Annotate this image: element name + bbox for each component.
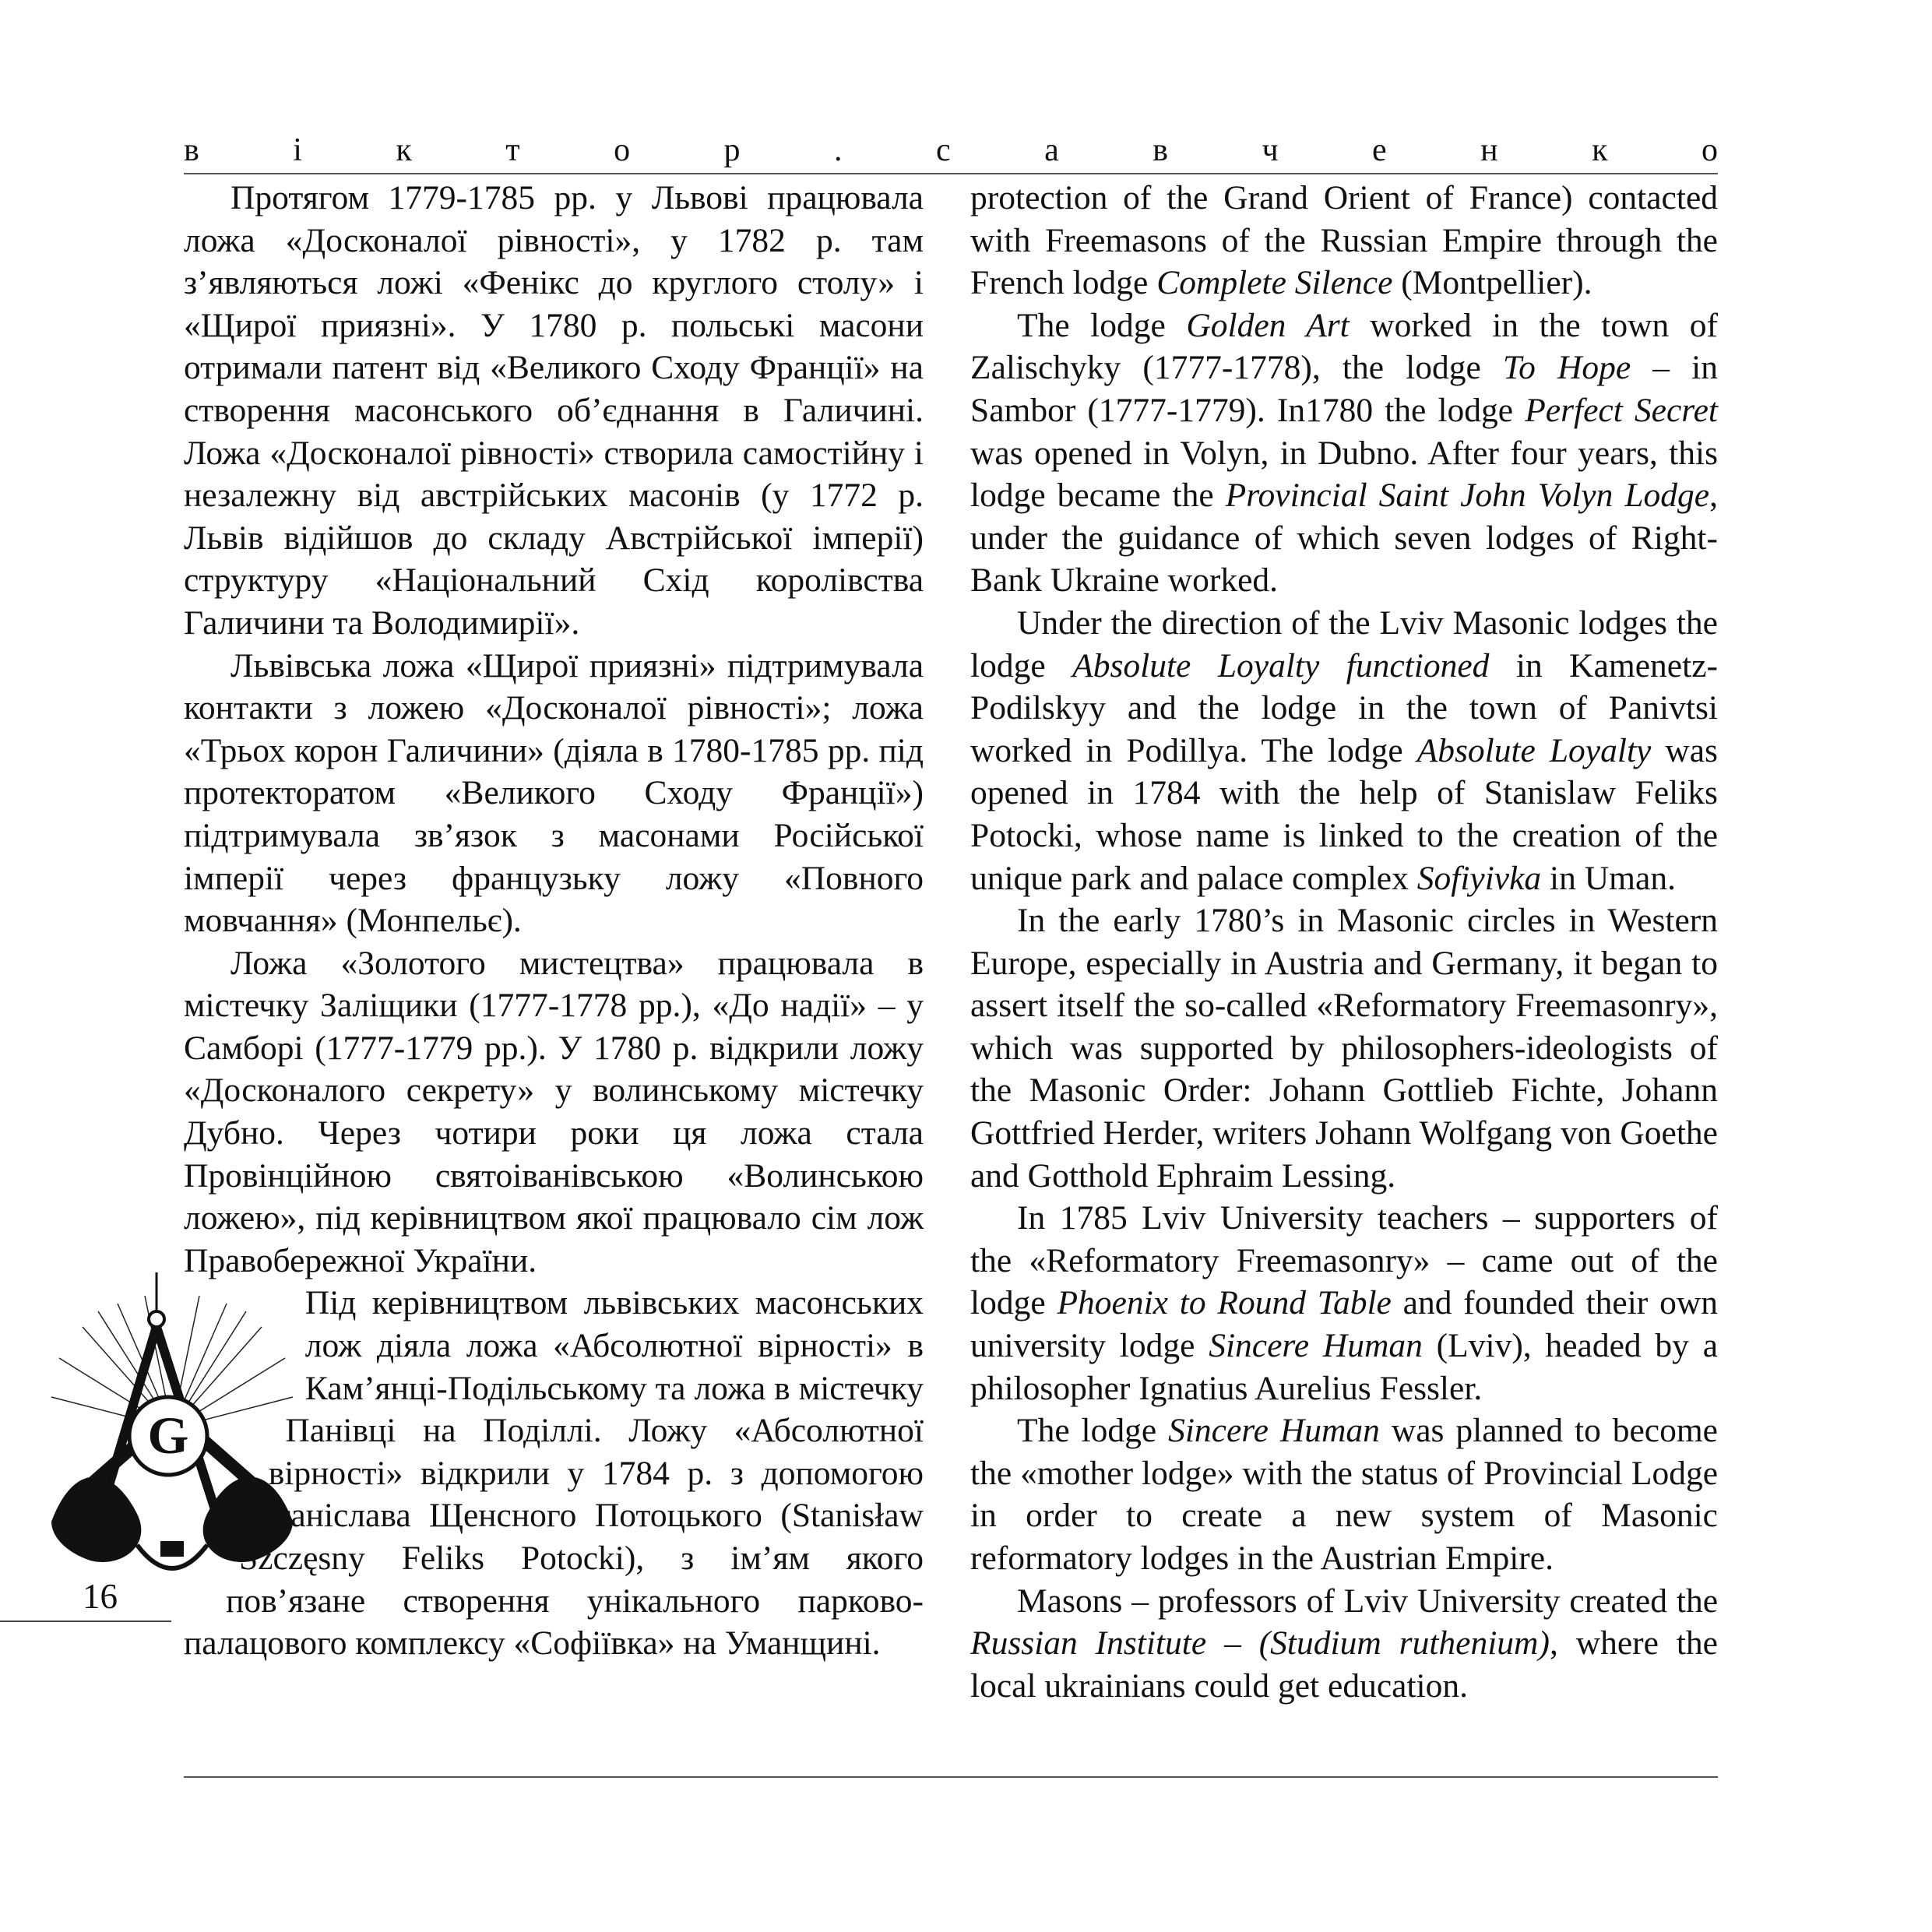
running-head: [184, 131, 1718, 170]
running-head-letter: ч: [1262, 132, 1279, 168]
text: was planned to become the «mother lodge» with the status of Provincial Lodge in order to create a new system of Masonic reformatory lodges in the Austrian Empire.: [970, 1412, 1718, 1577]
text: in Kamenetz-Podilskyy and the lodge in the town of Panivtsi worked in Podillya. The lodge: [970, 646, 1718, 769]
text: , where the local ukrainians could get education.: [970, 1624, 1718, 1705]
italic-lodge-name: Sincere Human: [1168, 1412, 1380, 1450]
header-rule: [184, 173, 1718, 174]
running-head-letter: о: [1701, 132, 1718, 168]
paragraph: [970, 1580, 1718, 1708]
text: (Montpellier).: [1392, 264, 1592, 302]
text: – in Sambor (1777-1779). In1780 the lodge: [970, 349, 1719, 429]
running-head-letter: о: [614, 132, 631, 168]
paragraph: Протягом 1779-1785 рр. у Львові працювала ложа «Досконалої рівності», у 1782 р. там з’являються ложі «Фенікс до круглого столу» і «Щирої приязні». У 1780 р. польські масони отримали патент від «Великого Сходу Франції» на створення масонського об’єднання в Галичині. Ложа «Досконалої рівності» створила самостійну і незалежну від австрійських масонів (у 1772 р. Львів відійшов до складу Австрійської імперії) структуру «Національний Схід королівства Галичини та Володимирії».: [184, 179, 924, 642]
folio-rule: [0, 1621, 171, 1622]
italic-place-name: Sofiyivka: [1416, 859, 1542, 897]
page-number: 16: [83, 1577, 118, 1616]
text: and founded their own university lodge: [970, 1284, 1718, 1365]
italic-institute-name: Russian Institute – (Studium ruthenium): [970, 1624, 1550, 1663]
italic-lodge-name: Perfect Secret: [1525, 391, 1718, 429]
running-head-letter: н: [1480, 132, 1498, 168]
text: Masons – professors of Lviv University created the: [1017, 1582, 1718, 1620]
text: (Lviv), headed by a philosopher Ignatius Aurelius Fessler.: [970, 1327, 1719, 1407]
paragraph-text: Під керівництвом львівських масонських лож діяла ложа «Абсолютної вірності» в Кам’янці-Подільському та ложа в містечку Панівці на Поділлі. Ложу «Абсолютної вірності» відкрили у 1784 р. з допомогою Станіслава Щенсного Потоцького (Stanisław Szczęsny Feliks Potocki), з ім’ям якого пов’язане створення унікального парково-палацового комплексу «Софіївка» на Уманщині.: [184, 1284, 924, 1663]
running-head-letter: к: [1592, 132, 1608, 168]
paragraph: [970, 1197, 1718, 1409]
running-head-letter: в: [184, 132, 199, 168]
paragraph-with-emblem: [147, 1282, 924, 1664]
italic-lodge-name: Absolute Loyalty functioned: [1072, 646, 1490, 684]
italic-lodge-name: Golden Art: [1186, 306, 1350, 344]
running-head-letter: т: [505, 132, 520, 168]
running-head-letter: .: [834, 132, 843, 168]
footer-rule: [184, 1776, 1718, 1778]
italic-lodge-name: Sincere Human: [1209, 1327, 1423, 1365]
italic-lodge-name: Provincial Saint John Volyn Lodge: [1225, 477, 1710, 515]
running-head-letter: а: [1044, 132, 1059, 168]
text: in Uman.: [1541, 859, 1676, 897]
running-head-letter: р: [723, 132, 741, 168]
paragraph: In the early 1780’s in Masonic circles in Western Europe, especially in Austria and Germany, it began to assert itself the so-called «Reformatory Freemasonry», which was supported by philosophers-ideologists of the Masonic Order: Johann Gottlieb Fichte, Johann Gottfried Herder, writers Johann Wolfgang von Goethe and Gotthold Ephraim Lessing.: [970, 902, 1718, 1195]
paragraph: [970, 602, 1718, 899]
paragraph: [970, 177, 1718, 304]
text: In 1785 Lviv University teachers – supporters of the «Reformatory Freemasonry» – came out of the lodge: [970, 1199, 1718, 1322]
text: The lodge: [1017, 306, 1187, 344]
paragraph: [970, 1409, 1718, 1579]
text: was opened in 1784 with the help of Stanislaw Feliks Potocki, whose name is linked to the creation of the unique park and palace complex: [970, 731, 1718, 897]
right-column: [970, 177, 1718, 1707]
running-head-letter: і: [293, 132, 302, 168]
paragraph: Львівська ложа «Щирої приязні» підтримувала контакти з ложею «Досконалої рівності»; ложа «Трьох корон Галичини» (діяла в 1780-1785 рр. під протекторатом «Великого Сходу Франції») підтримувала зв’язок з масонами Російської імперії через французьку ложу «Повного мовчання» (Монпельє).: [184, 646, 924, 940]
italic-lodge-name: Absolute Loyalty: [1416, 731, 1652, 769]
running-head-letter: к: [396, 132, 412, 168]
paragraph: Ложа «Золотого мистецтва» працювала в містечку Заліщики (1777-1778 рр.), «До надії» – у Самборі (1777-1779 рр.). У 1780 р. відкрили ложу «Досконалого секрету» у волинському містечку Дубно. Через чотири роки ця ложа стала Провінційною святоіванівською «Волинською ложею», під керівництвом якої працювало сім лож Правобережної України.: [184, 944, 924, 1279]
text: protection of the Grand Orient of France) contacted with Freemasons of the Russian Empire through the French lodge: [970, 179, 1718, 302]
text: , under the guidance of which seven lodges of Right-Bank Ukraine worked.: [970, 477, 1718, 600]
running-head-letter: е: [1372, 132, 1387, 168]
running-head-letter: с: [935, 132, 951, 168]
running-head-letter: в: [1153, 132, 1169, 168]
text: was opened in Volyn, in Dubno. After four years, this lodge became the: [970, 434, 1718, 515]
paragraph: [970, 304, 1718, 602]
italic-lodge-name: To Hope: [1502, 349, 1631, 387]
italic-lodge-name: Complete Silence: [1156, 264, 1393, 302]
text: worked in the town of Zalischyky (1777-1778), the lodge: [970, 306, 1718, 387]
italic-lodge-name: Phoenix to Round Table: [1057, 1284, 1392, 1322]
text: Under the direction of the Lviv Masonic lodges the lodge: [970, 604, 1718, 684]
text: The lodge: [1017, 1412, 1169, 1450]
left-column: [147, 177, 924, 1665]
emblem-letter: G: [147, 1406, 189, 1466]
